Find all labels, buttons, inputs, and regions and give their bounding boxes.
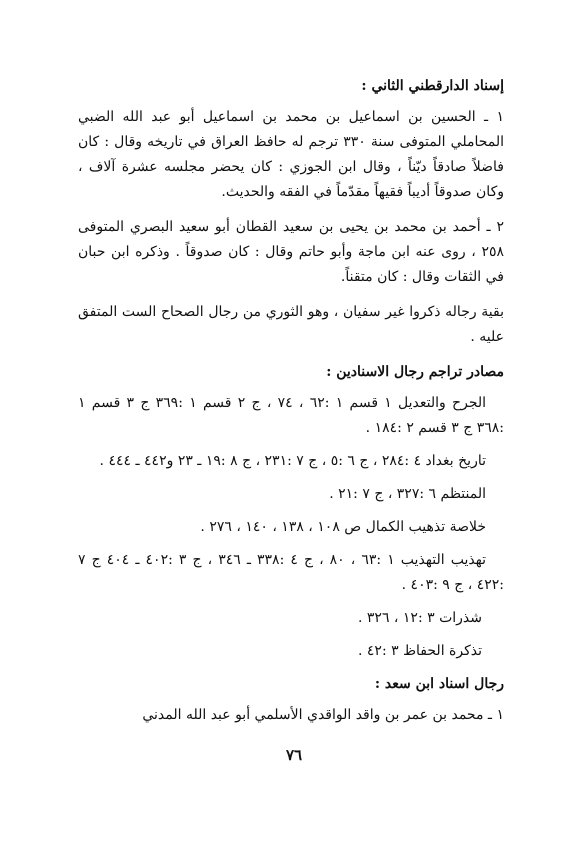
narrator-1-paragraph: ١ ـ الحسين بن اسماعيل بن محمد بن اسماعيل أبو عبد الله الضبي المحاملي المتوفى سنة ٣٣٠ ترجم له حافظ العراق في تاريخه وقال : كان فاضلاً صادقاً ديّناً ، وقال ابن الجوزي : كان يحضر مجلسه عشرة آلاف ، وكان صدوقاً أديباً فقيهاً مقدّماً في الفقه والحديث. (78, 109, 505, 200)
source-tadhkirat: تذكرة الحفاظ ٣ :٤٢ . (357, 643, 482, 659)
remaining-narrators-paragraph: بقية رجاله ذكروا غير سفيان ، وهو الثوري من رجال الصحاح الست المتفق عليه . (78, 304, 504, 345)
narrator-2-paragraph: ٢ ـ أحمد بن محمد بن يحيى بن سعيد القطان أبو سعيد البصري المتوفى ٢٥٨ ، روى عنه ابن ماجة وأبو حاتم وقال : كان صدوقاً . وذكره ابن حبان في الثقات وقال : كان متقناً. (78, 219, 504, 285)
page-number: ٧٦ (285, 746, 303, 764)
source-khulasa: خلاصة تذهيب الكمال ص ١٠٨ ، ١٣٨ ، ١٤٠ ، ٢٧٦ . (200, 519, 486, 535)
source-tahdhib: تهذيب التهذيب ١ :٦٣ ، ٨٠ ، ج ٤ :٣٣٨ ـ ٣٤٦ ، ج ٣ :٤٠٢ ـ ٤٠٤ ج ٧ :٤٢٢ ، ج ٩ :٤٠٣ . (78, 552, 504, 593)
source-shadharat: شذرات ٣ :١٢ ، ٣٢٦ . (358, 610, 482, 626)
sources-heading: مصادر تراجم رجال الاسنادين : (326, 364, 504, 380)
source-muntazam: المنتظم ٦ :٣٢٧ ، ج ٧ :٢١ . (329, 486, 486, 502)
ibn-saad-heading: رجال اسناد ابن سعد : (374, 676, 504, 692)
isnad-daraqutni-heading: إسناد الدارقطني الثاني : (361, 78, 504, 94)
ibn-saad-narrator-1: ١ ـ محمد بن عمر بن واقد الواقدي الأسلمي أبو عبد الله المدني (142, 707, 504, 723)
source-jarh-tadil: الجرح والتعديل ١ قسم ١ :٦٢ ، ٧٤ ، ج ٢ قسم ١ :٣٦٩ ج ٣ قسم ١ :٣٦٨ ج ٣ قسم ٢ :١٨٤ . (78, 395, 504, 436)
page-body (78, 74, 504, 738)
source-tarikh-baghdad: تاريخ بغداد ٤ :٢٨٤ ، ج ٦ :٥ ، ج ٧ :٢٣١ ، ج ٨ :١٩ ـ ٢٣ و٤٤٢ ـ ٤٤٤ . (99, 453, 486, 469)
